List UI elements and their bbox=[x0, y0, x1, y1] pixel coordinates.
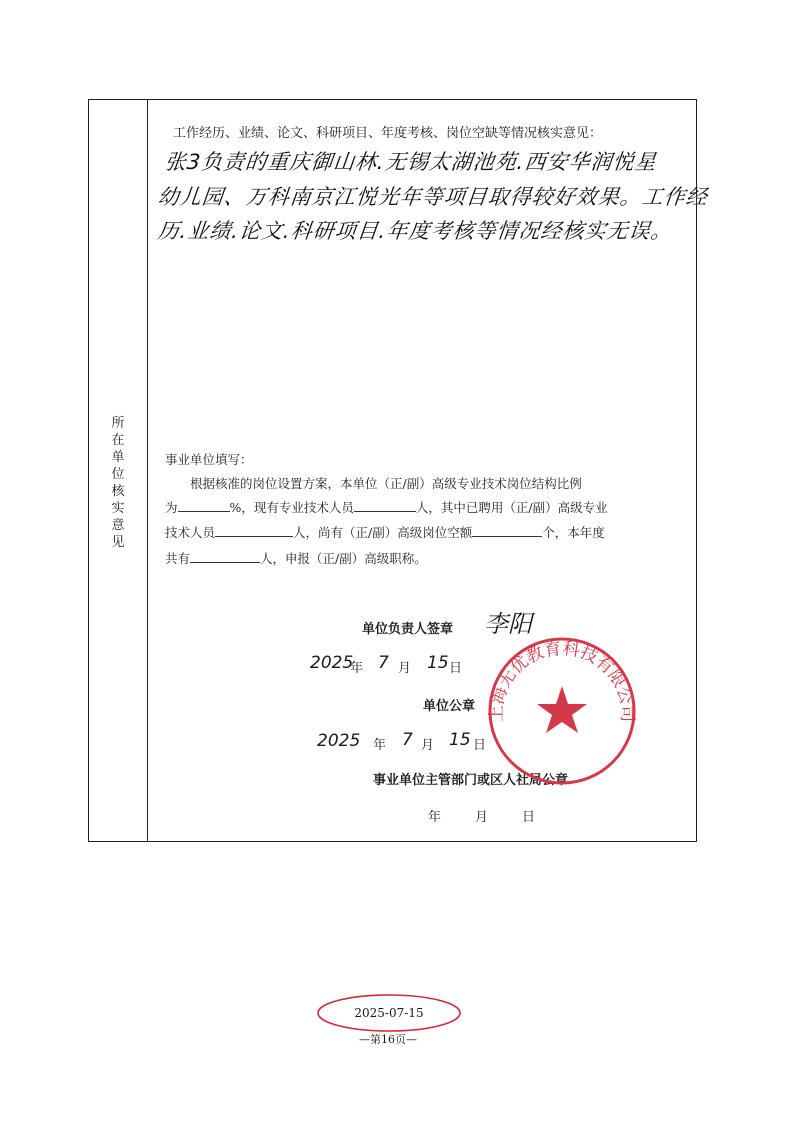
side-label-char: 见 bbox=[111, 535, 125, 550]
side-label-char: 单 bbox=[111, 450, 125, 465]
unit-seal-label: 单位公章 bbox=[423, 699, 476, 714]
seal-star-icon bbox=[537, 686, 587, 733]
date2-year-unit: 年 bbox=[373, 738, 387, 753]
date2-day: 15 bbox=[449, 730, 471, 750]
ratio-blank bbox=[178, 499, 230, 512]
side-label-char: 位 bbox=[111, 467, 125, 482]
date2-month: 7 bbox=[402, 730, 413, 750]
institution-line-3: 技术人员 人，尚有（正/副）高级岗位空额 个，本年度 bbox=[165, 525, 605, 540]
leader-signature: 李阳 bbox=[484, 610, 532, 638]
date3-day-unit: 日 bbox=[522, 810, 536, 825]
date1-year-unit: 年 bbox=[350, 661, 364, 676]
date1-day: 15 bbox=[427, 653, 449, 673]
institution-line-2: 为 %，现有专业技术人员 人，其中已聘用（正/副）高级专业 bbox=[165, 500, 608, 515]
footer-date: 2025-07-15 bbox=[354, 1006, 424, 1020]
handwritten-line-2: 幼儿园、万科南京江悦光年等项目取得较好效果。工作经 bbox=[156, 185, 710, 209]
side-label-char: 核 bbox=[111, 484, 125, 499]
date2-year: 2025 bbox=[317, 731, 361, 751]
column-divider bbox=[147, 99, 148, 842]
date2-day-unit: 日 bbox=[473, 738, 487, 753]
date1-day-unit: 日 bbox=[449, 661, 463, 676]
date1-year: 2025 bbox=[310, 653, 354, 673]
institution-line-4: 共有 人，申报（正/副）高级职称。 bbox=[165, 551, 427, 566]
institution-title: 事业单位填写： bbox=[165, 452, 253, 467]
date1-month: 7 bbox=[378, 653, 389, 673]
handwritten-line-3: 历.业绩.论文.科研项目.年度考核等情况经核实无误。 bbox=[156, 219, 674, 243]
date2-month-unit: 月 bbox=[421, 738, 435, 753]
seal-text: 上海无优教育科技有限公司 bbox=[487, 638, 637, 723]
side-label-char: 在 bbox=[111, 433, 125, 448]
date3-month-unit: 月 bbox=[475, 810, 489, 825]
institution-line-1: 根据核准的岗位设置方案，本单位（正/副）高级专业技术岗位结构比例 bbox=[190, 476, 582, 491]
side-label-char: 实 bbox=[111, 501, 125, 516]
side-label-char: 所 bbox=[111, 416, 125, 431]
hired-count-blank bbox=[215, 524, 293, 537]
date1-month-unit: 月 bbox=[398, 661, 412, 676]
leader-signature-label: 单位负责人签章 bbox=[362, 622, 454, 637]
authority-seal-label: 事业单位主管部门或区人社局公章 bbox=[373, 773, 569, 788]
vacancy-blank bbox=[472, 524, 542, 537]
staff-count-blank bbox=[354, 499, 416, 512]
side-label bbox=[108, 415, 128, 551]
page-number: —第16页— bbox=[359, 1033, 417, 1046]
side-label-char: 意 bbox=[111, 518, 125, 533]
date3-year-unit: 年 bbox=[428, 810, 442, 825]
applicant-count-blank bbox=[190, 550, 260, 563]
handwritten-line-1: 张3负责的重庆御山林.无锡太湖池苑.西安华润悦星 bbox=[163, 150, 658, 174]
company-seal bbox=[487, 636, 637, 786]
section-heading: 工作经历、业绩、论文、科研项目、年度考核、岗位空缺等情况核实意见： bbox=[173, 126, 603, 141]
